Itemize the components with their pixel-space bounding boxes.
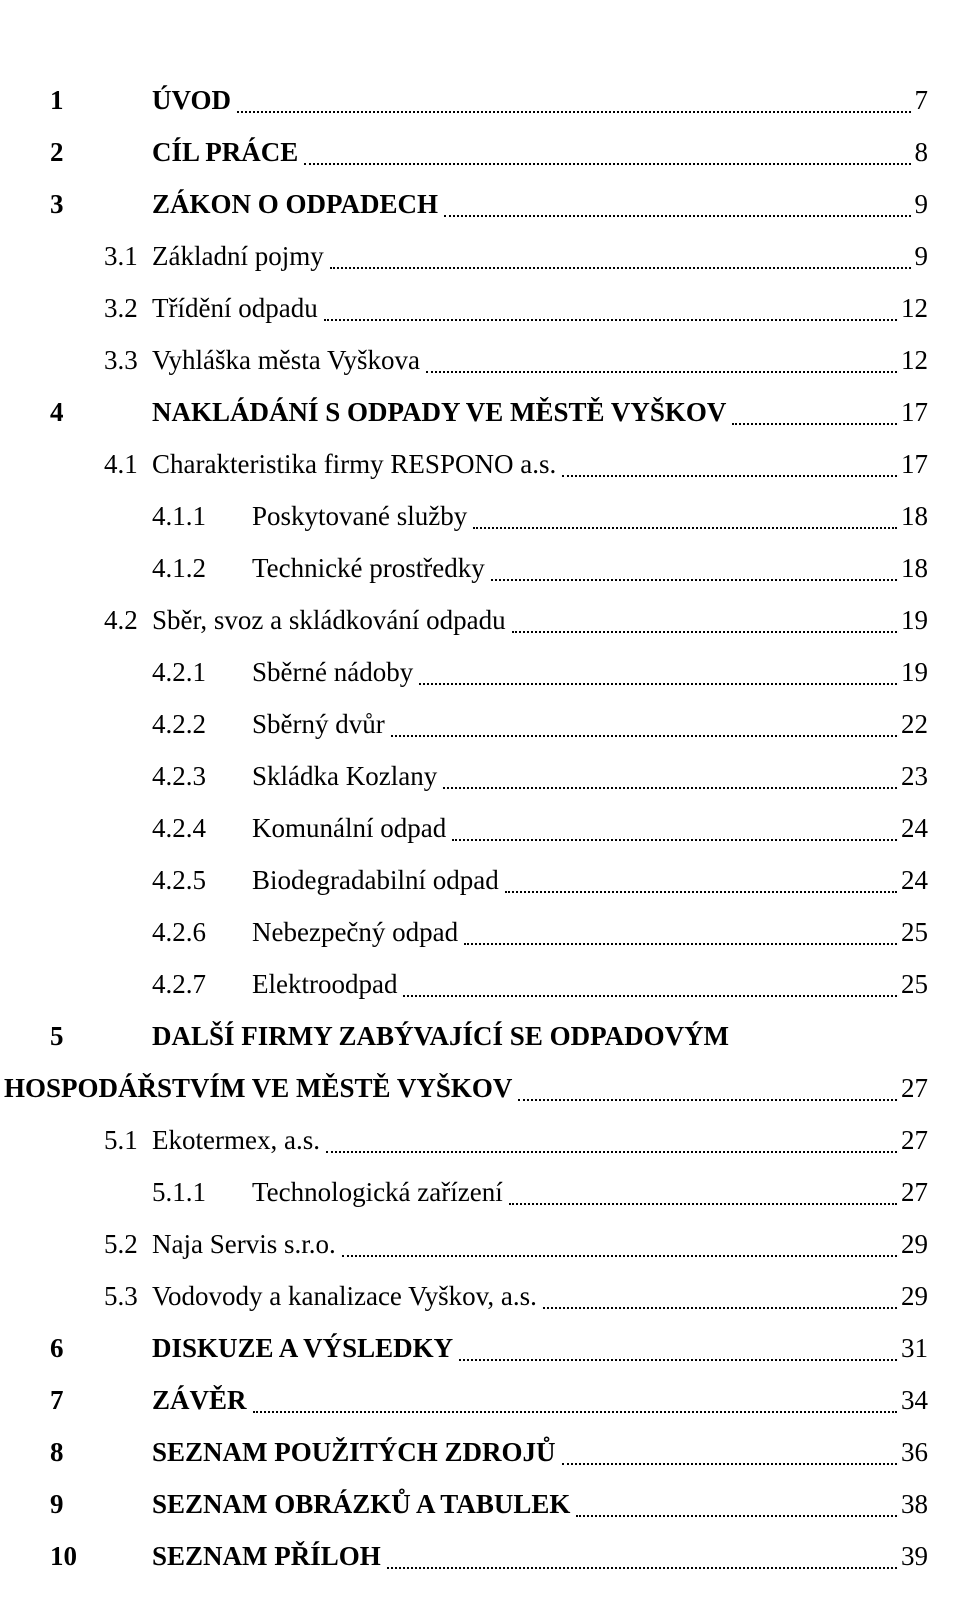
toc-entry-continuation[interactable] xyxy=(0,1068,960,1108)
toc-entry-number: 4.1 xyxy=(104,449,138,479)
toc-entry-title: Biodegradabilní odpad xyxy=(252,865,499,895)
toc-dot-leader xyxy=(419,683,897,685)
toc-dot-leader xyxy=(426,371,897,373)
toc-entry[interactable] xyxy=(0,340,960,380)
toc-entry-title: Sběrné nádoby xyxy=(252,657,414,687)
toc-entry-number: 5.3 xyxy=(104,1281,138,1311)
toc-dot-leader xyxy=(509,1203,897,1205)
toc-dot-leader xyxy=(732,423,897,425)
toc-entry-title: Naja Servis s.r.o. xyxy=(152,1229,336,1259)
toc-entry-page-number: 18 xyxy=(901,553,928,583)
toc-dot-leader xyxy=(491,579,897,581)
toc-dot-leader xyxy=(237,111,911,113)
toc-dot-leader xyxy=(512,631,897,633)
toc-entry-page-number: 18 xyxy=(901,501,928,531)
toc-entry-number: 4.2.6 xyxy=(152,917,206,947)
toc-entry-title: Skládka Kozlany xyxy=(252,761,438,791)
toc-dot-leader xyxy=(391,735,897,737)
toc-entry-page-number: 27 xyxy=(901,1073,928,1103)
toc-dot-leader xyxy=(342,1255,897,1257)
toc-entry-title: Vyhláška města Vyškova xyxy=(152,345,420,375)
toc-entry[interactable] xyxy=(0,1276,960,1316)
toc-dot-leader xyxy=(443,787,897,789)
toc-dot-leader xyxy=(326,1151,897,1153)
toc-entry-number: 7 xyxy=(50,1385,64,1415)
toc-entry-page-number: 31 xyxy=(901,1333,928,1363)
toc-entry-title: SEZNAM POUŽITÝCH ZDROJŮ xyxy=(152,1437,556,1467)
toc-entry[interactable] xyxy=(0,1224,960,1264)
toc-entry[interactable] xyxy=(0,132,960,172)
toc-dot-leader xyxy=(562,475,897,477)
toc-entry[interactable] xyxy=(0,912,960,952)
toc-entry[interactable] xyxy=(0,392,960,432)
toc-entry-page-number: 19 xyxy=(901,605,928,635)
toc-entry-page-number: 29 xyxy=(901,1281,928,1311)
toc-entry-title: CÍL PRÁCE xyxy=(152,137,299,167)
toc-dot-leader xyxy=(518,1099,897,1101)
toc-entry-page-number: 12 xyxy=(901,293,928,323)
toc-entry-number: 4.2 xyxy=(104,605,138,635)
toc-entry-page-number: 17 xyxy=(901,449,928,479)
toc-entry[interactable] xyxy=(0,1172,960,1212)
toc-entry-number: 5 xyxy=(50,1021,64,1051)
toc-entry-title: Poskytované služby xyxy=(252,501,468,531)
toc-entry-page-number: 27 xyxy=(901,1125,928,1155)
toc-entry-title: ZÁKON O ODPADECH xyxy=(152,189,439,219)
toc-entry-page-number: 22 xyxy=(901,709,928,739)
toc-entry-number: 4.2.4 xyxy=(152,813,206,843)
toc-entry-number: 2 xyxy=(50,137,64,167)
toc-entry-page-number: 25 xyxy=(901,969,928,999)
toc-entry-title: Vodovody a kanalizace Vyškov, a.s. xyxy=(152,1281,537,1311)
toc-entry-number: 4.1.2 xyxy=(152,553,206,583)
toc-entry-number: 5.1 xyxy=(104,1125,138,1155)
toc-entry-number: 3.3 xyxy=(104,345,138,375)
toc-entry-number: 4.1.1 xyxy=(152,501,206,531)
toc-entry-number: 4.2.5 xyxy=(152,865,206,895)
toc-entry-page-number: 24 xyxy=(901,865,928,895)
toc-dot-leader xyxy=(330,267,911,269)
toc-dot-leader xyxy=(473,527,897,529)
toc-entry[interactable] xyxy=(0,1536,960,1576)
toc-dot-leader xyxy=(387,1567,897,1569)
toc-entry[interactable] xyxy=(0,704,960,744)
toc-entry-number: 3 xyxy=(50,189,64,219)
toc-entry-title: SEZNAM OBRÁZKŮ A TABULEK xyxy=(152,1489,571,1519)
toc-dot-leader xyxy=(459,1359,897,1361)
toc-entry[interactable] xyxy=(0,444,960,484)
toc-dot-leader xyxy=(324,319,897,321)
toc-dot-leader xyxy=(444,215,910,217)
toc-entry-title: NAKLÁDÁNÍ S ODPADY VE MĚSTĚ VYŠKOV xyxy=(152,397,727,427)
toc-entry-number: 5.1.1 xyxy=(152,1177,206,1207)
toc-dot-leader xyxy=(403,995,897,997)
toc-entry-title: Technologická zařízení xyxy=(252,1177,503,1207)
toc-dot-leader xyxy=(562,1463,897,1465)
toc-entry-title: Technické prostředky xyxy=(252,553,485,583)
toc-entry[interactable] xyxy=(0,1484,960,1524)
toc-entry-number: 6 xyxy=(50,1333,64,1363)
toc-dot-leader xyxy=(464,943,897,945)
toc-entry-number: 4.2.1 xyxy=(152,657,206,687)
toc-entry[interactable] xyxy=(0,288,960,328)
toc-entry[interactable] xyxy=(0,184,960,224)
toc-entry[interactable] xyxy=(0,496,960,536)
toc-entry-page-number: 29 xyxy=(901,1229,928,1259)
toc-entry[interactable] xyxy=(0,756,960,796)
toc-entry[interactable] xyxy=(0,808,960,848)
toc-entry-number: 10 xyxy=(50,1541,77,1571)
toc-entry-title-continuation: HOSPODÁŘSTVÍM VE MĚSTĚ VYŠKOV xyxy=(4,1073,513,1103)
toc-entry-title: Charakteristika firmy RESPONO a.s. xyxy=(152,449,557,479)
toc-entry-page-number: 39 xyxy=(901,1541,928,1571)
toc-entry[interactable] xyxy=(0,860,960,900)
toc-entry-title: ZÁVĚR xyxy=(152,1385,247,1415)
toc-entry-title: Nebezpečný odpad xyxy=(252,917,459,947)
toc-entry[interactable] xyxy=(0,80,960,120)
toc-entry[interactable] xyxy=(0,964,960,1004)
toc-entry-page-number: 12 xyxy=(901,345,928,375)
toc-entry-page-number: 38 xyxy=(901,1489,928,1519)
toc-entry-number: 4.2.2 xyxy=(152,709,206,739)
toc-entry-number: 5.2 xyxy=(104,1229,138,1259)
toc-entry-page-number: 17 xyxy=(901,397,928,427)
toc-entry-page-number: 24 xyxy=(901,813,928,843)
toc-dot-leader xyxy=(253,1411,897,1413)
toc-entry[interactable] xyxy=(0,548,960,588)
toc-entry[interactable] xyxy=(0,1432,960,1472)
toc-entry[interactable] xyxy=(0,236,960,276)
toc-entry-number: 3.2 xyxy=(104,293,138,323)
toc-entry-title: DISKUZE A VÝSLEDKY xyxy=(152,1333,454,1363)
toc-entry-title: Sběr, svoz a skládkování odpadu xyxy=(152,605,506,635)
toc-entry-title: SEZNAM PŘÍLOH xyxy=(152,1541,381,1571)
toc-entry-title: Komunální odpad xyxy=(252,813,447,843)
toc-entry-title: DALŠÍ FIRMY ZABÝVAJÍCÍ SE ODPADOVÝM xyxy=(152,1021,730,1051)
toc-entry-number: 4.2.3 xyxy=(152,761,206,791)
toc-entry-page-number: 8 xyxy=(914,137,928,167)
toc-entry-title: Třídění odpadu xyxy=(152,293,318,323)
toc-entry-number: 9 xyxy=(50,1489,64,1519)
toc-entry[interactable] xyxy=(0,652,960,692)
toc-entry-page-number: 23 xyxy=(901,761,928,791)
toc-dot-leader xyxy=(452,839,897,841)
toc-entry-page-number: 9 xyxy=(914,189,928,219)
toc-dot-leader xyxy=(505,891,897,893)
toc-dot-leader xyxy=(576,1515,897,1517)
toc-dot-leader xyxy=(543,1307,897,1309)
toc-entry-page-number: 7 xyxy=(914,85,928,115)
toc-entry-number: 4 xyxy=(50,397,64,427)
toc-entry-number: 8 xyxy=(50,1437,64,1467)
toc-entry-number: 1 xyxy=(50,85,64,115)
toc-entry-page-number: 27 xyxy=(901,1177,928,1207)
toc-entry[interactable] xyxy=(0,1120,960,1160)
toc-entry-title: Základní pojmy xyxy=(152,241,324,271)
toc-entry-page-number: 19 xyxy=(901,657,928,687)
toc-entry-title: Sběrný dvůr xyxy=(252,709,385,739)
toc-entry-page-number: 25 xyxy=(901,917,928,947)
toc-entry[interactable] xyxy=(0,1380,960,1420)
toc-entry-number: 4.2.7 xyxy=(152,969,206,999)
toc-entry[interactable] xyxy=(0,600,960,640)
toc-dot-leader xyxy=(304,163,910,165)
toc-entry-page-number: 34 xyxy=(901,1385,928,1415)
toc-entry[interactable] xyxy=(0,1328,960,1368)
toc-entry-title: ÚVOD xyxy=(152,85,231,115)
toc-entry-title: Ekotermex, a.s. xyxy=(152,1125,320,1155)
toc-entry-page-number: 36 xyxy=(901,1437,928,1467)
toc-entry[interactable] xyxy=(0,1016,960,1056)
toc-entry-number: 3.1 xyxy=(104,241,138,271)
toc-entry-page-number: 9 xyxy=(914,241,928,271)
toc-entry-title: Elektroodpad xyxy=(252,969,398,999)
